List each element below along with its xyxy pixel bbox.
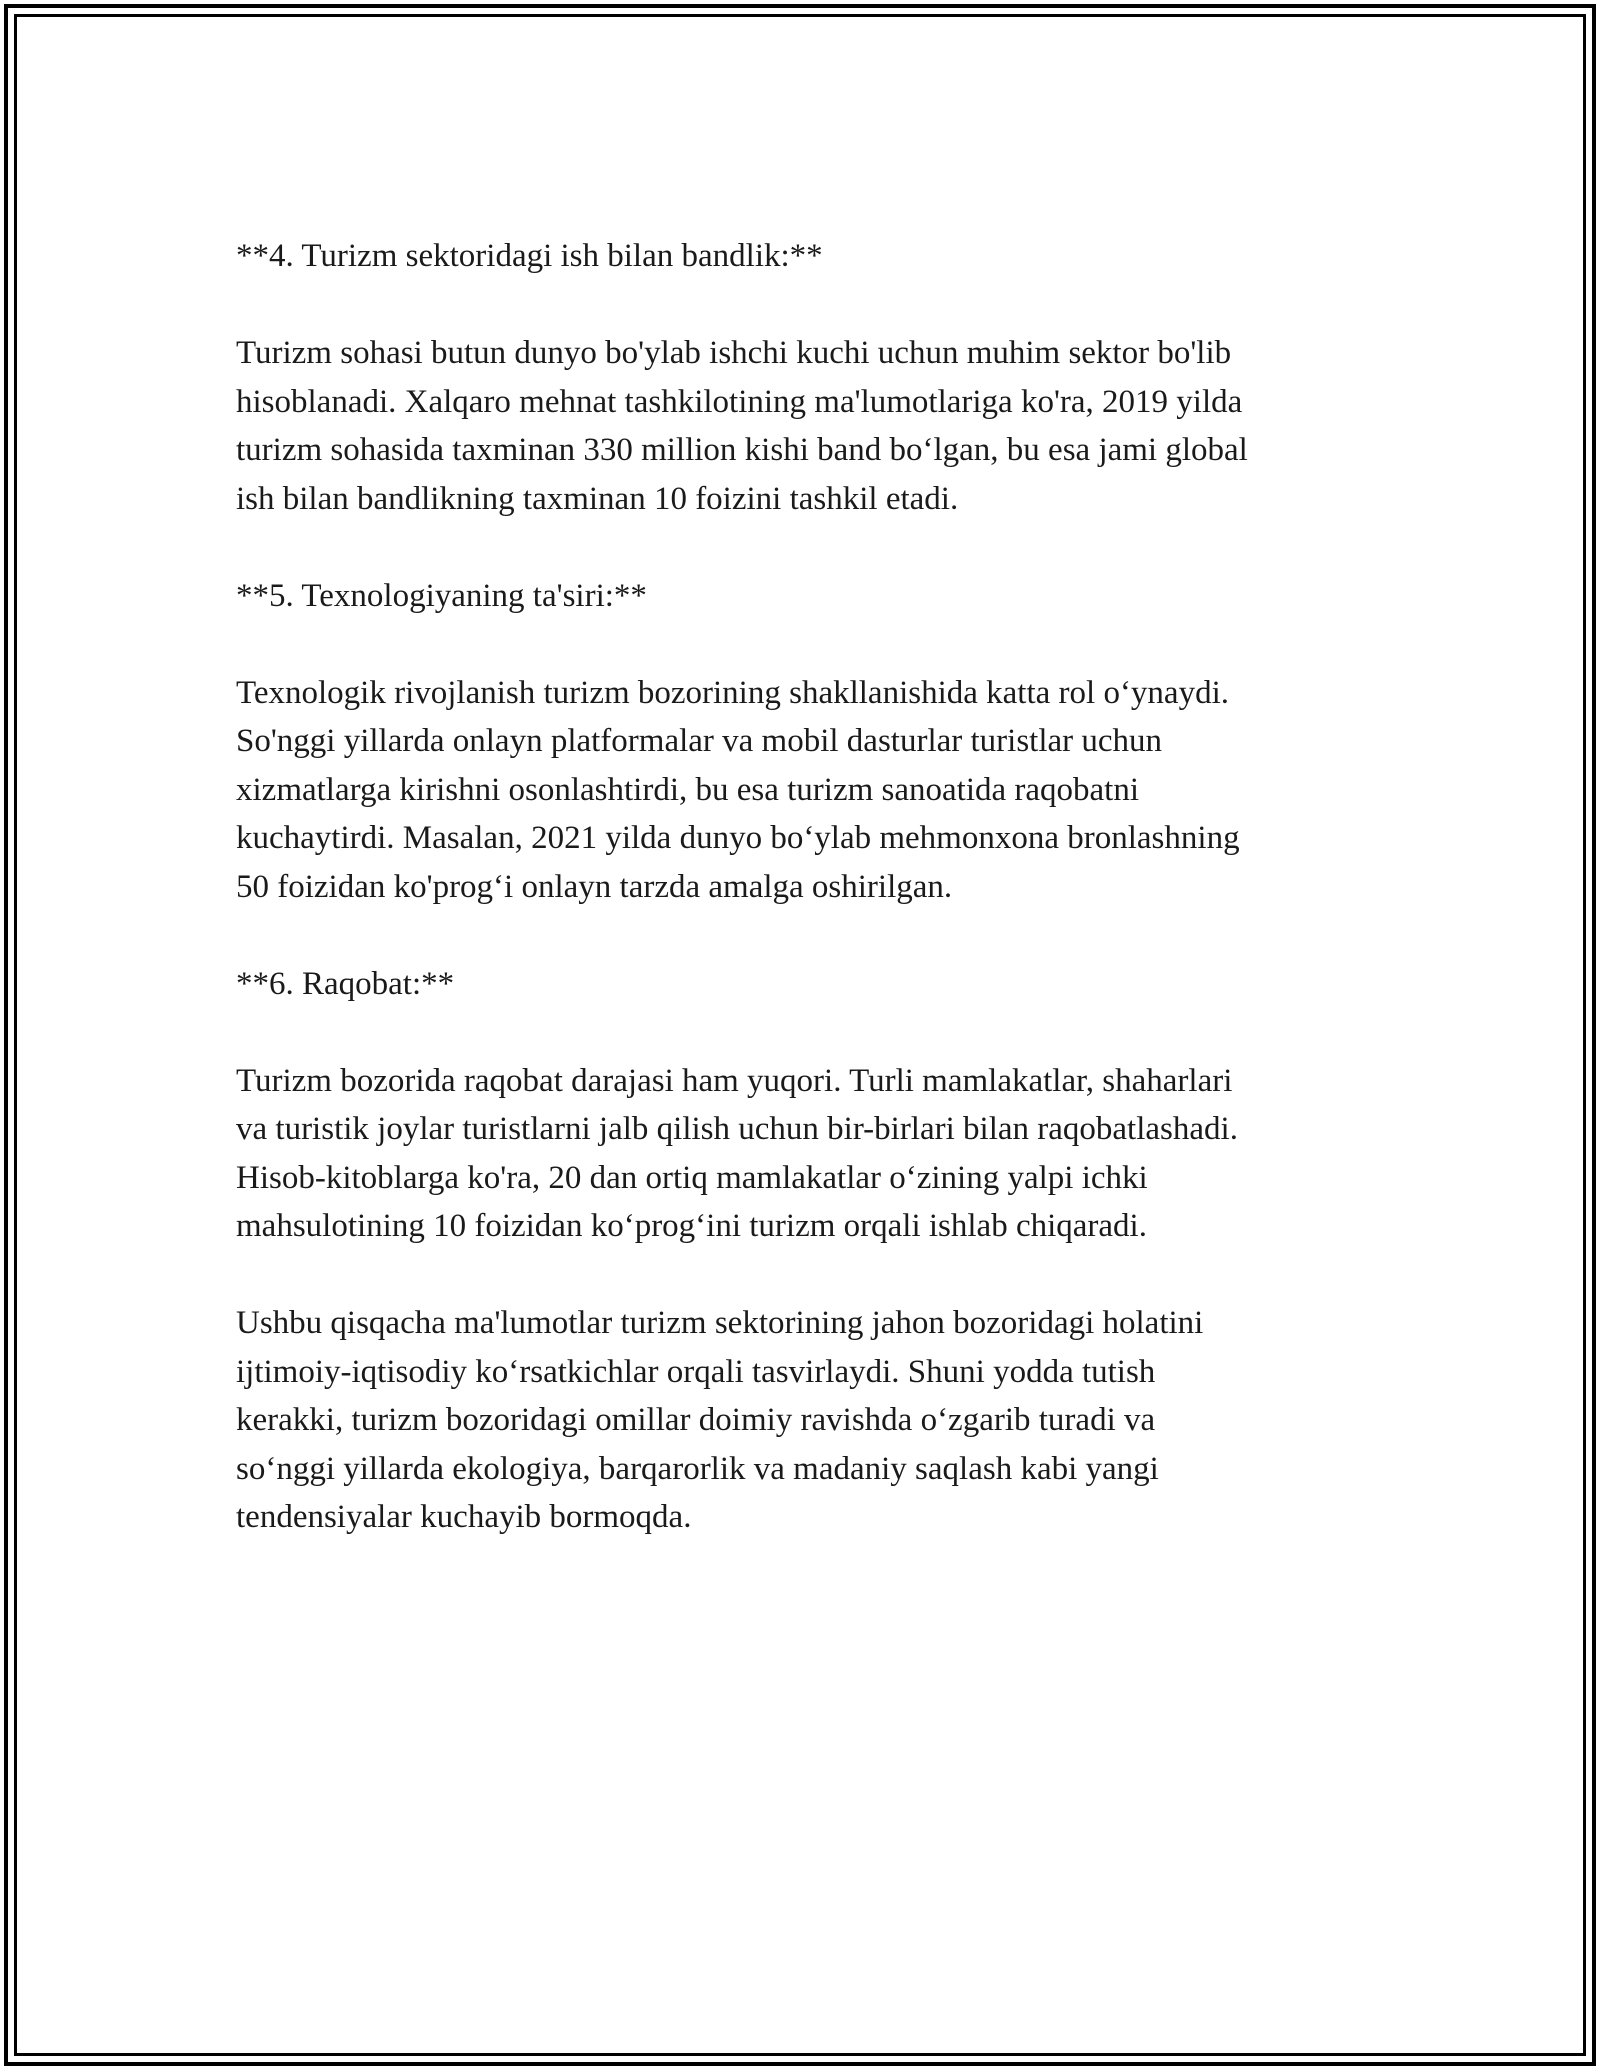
text-line: Ushbu qisqacha ma'lumotlar turizm sektorining jahon bozoridagi holatini [236, 1305, 1204, 1341]
text-line: tendensiyalar kuchayib bormoqda. [236, 1499, 692, 1535]
text-line: xizmatlarga kirishni osonlashtirdi, bu esa turizm sanoatida raqobatni [236, 771, 1140, 808]
paragraph-employment [236, 329, 1416, 523]
paragraph-conclusion [236, 1299, 1416, 1542]
section-heading-competition [236, 960, 1416, 1009]
text-line: **4. Turizm sektoridagi ish bilan bandlik:** [236, 238, 823, 274]
text-line: So'nggi yillarda onlayn platformalar va mobil dasturlar turistlar uchun [236, 723, 1163, 759]
document-body [236, 232, 1416, 1590]
paragraph-competition [236, 1057, 1416, 1251]
text-line: mahsulotining 10 foizidan ko‘prog‘ini turizm orqali ishlab chiqaradi. [236, 1208, 1147, 1244]
text-line: ish bilan bandlikning taxminan 10 foizini tashkil etadi. [236, 480, 959, 517]
section-heading-employment [236, 232, 1416, 281]
text-line: va turistik joylar turistlarni jalb qilish uchun bir-birlari bilan raqobatlashadi. [236, 1111, 1238, 1147]
paragraph-technology [236, 669, 1416, 912]
text-line: turizm sohasida taxminan 330 million kishi band bo‘lgan, bu esa jami global [236, 432, 1248, 468]
text-line: **5. Texnologiyaning ta'siri:** [236, 577, 647, 614]
text-line: **6. Raqobat:** [236, 965, 455, 1002]
text-line: kuchaytirdi. Masalan, 2021 yilda dunyo bo‘ylab mehmonxona bronlashning [236, 820, 1240, 856]
text-line: Turizm sohasi butun dunyo bo'ylab ishchi kuchi uchun muhim sektor bo'lib [236, 335, 1232, 371]
text-line: ijtimoiy-iqtisodiy ko‘rsatkichlar orqali tasvirlaydi. Shuni yodda tutish [236, 1353, 1156, 1390]
text-line: Hisob-kitoblarga ko'ra, 20 dan ortiq mamlakatlar o‘zining yalpi ichki [236, 1159, 1148, 1196]
text-line: Turizm bozorida raqobat darajasi ham yuqori. Turli mamlakatlar, shaharlari [236, 1062, 1233, 1099]
text-line: 50 foizidan ko'prog‘i onlayn tarzda amalga oshirilgan. [236, 868, 953, 905]
text-line: hisoblanadi. Xalqaro mehnat tashkilotining ma'lumotlariga ko'ra, 2019 yilda [236, 383, 1243, 420]
text-line: kerakki, turizm bozoridagi omillar doimiy ravishda o‘zgarib turadi va [236, 1402, 1156, 1438]
text-line: so‘nggi yillarda ekologiya, barqarorlik va madaniy saqlash kabi yangi [236, 1450, 1159, 1487]
text-line: Texnologik rivojlanish turizm bozorining shakllanishida katta rol o‘ynaydi. [236, 674, 1229, 711]
section-heading-technology [236, 572, 1416, 621]
